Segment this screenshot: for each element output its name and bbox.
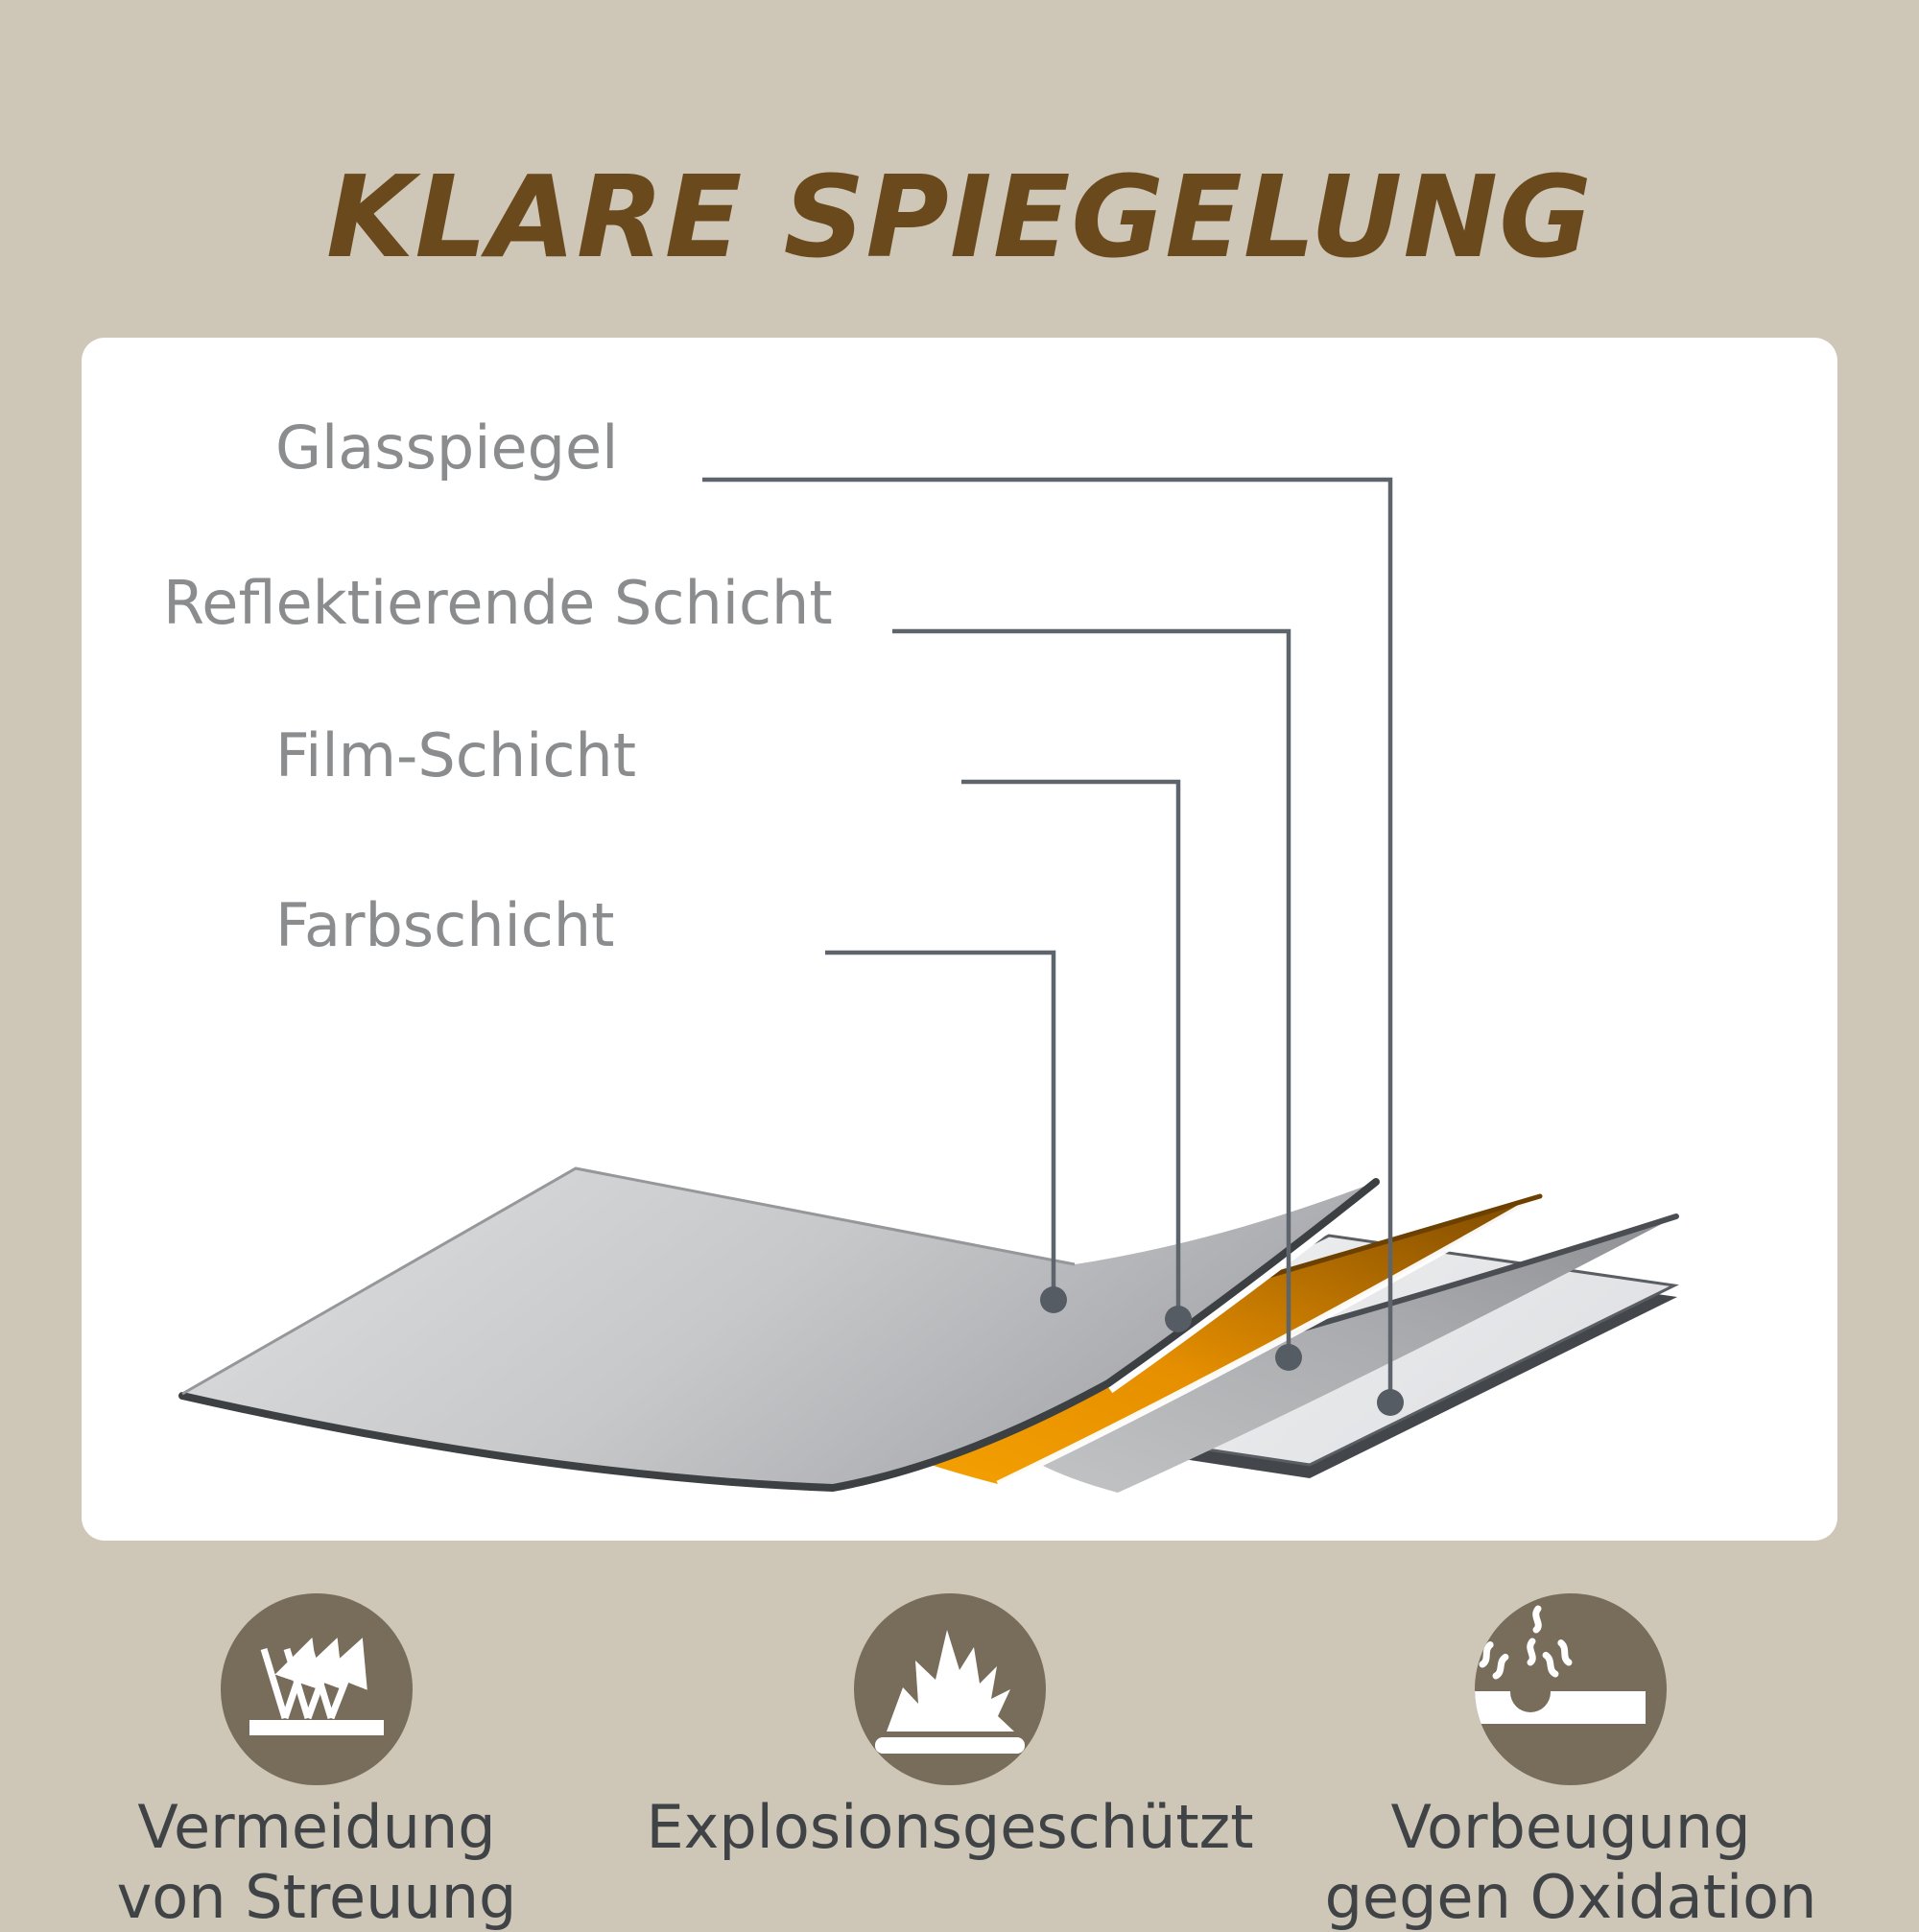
- feature-label-anti-oxidation: [1225, 1792, 1916, 1932]
- feature-anti-oxidation: [1225, 1593, 1916, 1932]
- anti-scatter-icon: [221, 1593, 413, 1785]
- glasspiegel-dot: [1377, 1389, 1404, 1416]
- page-title: KLARE SPIEGELUNG: [325, 151, 1594, 284]
- reflektierende-dot: [1275, 1344, 1302, 1371]
- explosion-proof-icon: [854, 1593, 1046, 1785]
- feature-explosion-proof: [604, 1593, 1295, 1862]
- feature-label-line2: gegen Oxidation: [1324, 1862, 1817, 1932]
- anti-oxidation-icon: [1475, 1593, 1667, 1785]
- feature-label-line1: Vermeidung: [137, 1792, 496, 1862]
- layer-label-reflektierende-schicht: Reflektierende Schicht: [163, 568, 833, 638]
- film-dot: [1165, 1306, 1192, 1332]
- feature-label-explosion-proof: [604, 1792, 1295, 1862]
- feature-anti-scatter: [0, 1593, 662, 1932]
- farbschicht-dot: [1040, 1286, 1067, 1313]
- feature-label-line1: Vorbeugung: [1390, 1792, 1751, 1862]
- film-leader-line: [961, 782, 1178, 1319]
- layer-label-film-schicht: Film-Schicht: [275, 720, 637, 790]
- feature-label-line1: Explosionsgeschützt: [646, 1792, 1254, 1862]
- feature-label-anti-scatter: [0, 1792, 662, 1932]
- layer-label-glasspiegel: Glasspiegel: [275, 412, 619, 483]
- layer-label-farbschicht: Farbschicht: [275, 890, 615, 960]
- feature-label-line2: von Streuung: [116, 1862, 517, 1932]
